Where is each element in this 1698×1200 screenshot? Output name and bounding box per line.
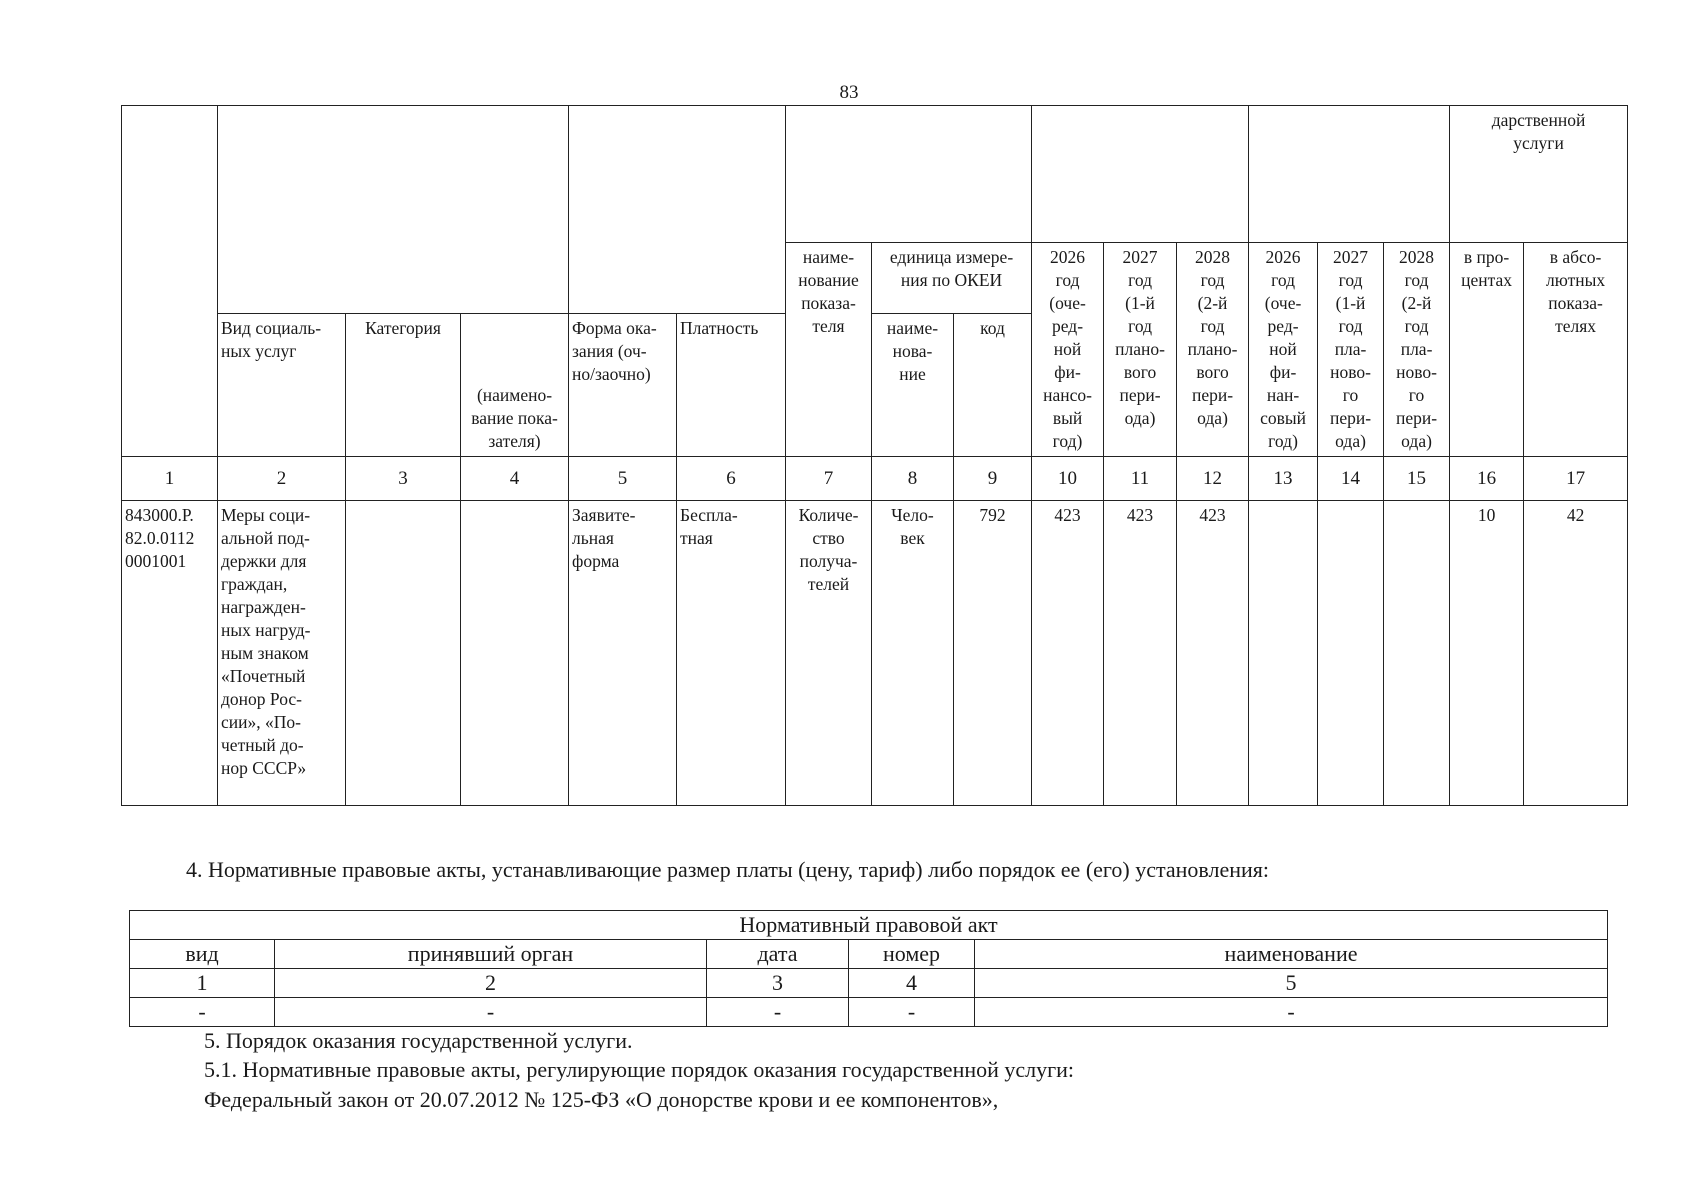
column-number: 17: [1524, 457, 1628, 501]
indicator-placeholder-value: [461, 501, 569, 806]
provision-form-value: Заявите- льная форма: [569, 501, 677, 806]
header-payment: Платность: [677, 313, 786, 456]
registry-number: 843000.Р. 82.0.0112 0001001: [122, 501, 218, 806]
legal-column-number: 3: [707, 969, 849, 998]
header-cell-content-group: [218, 106, 569, 314]
header-deviation-percent: в про- центах: [1450, 243, 1524, 457]
column-number: 8: [872, 457, 954, 501]
services-indicator-table: [121, 105, 1628, 806]
header-service-type: Вид социаль- ных услуг: [218, 313, 346, 456]
value-2026: 423: [1032, 501, 1104, 806]
header-category: Категория: [346, 313, 461, 456]
column-number: 15: [1384, 457, 1450, 501]
column-number: 14: [1318, 457, 1384, 501]
legal-table-caption: Нормативный правовой акт: [130, 911, 1608, 940]
header-cell-indicator-group: [786, 106, 1032, 243]
header-unit-code: код: [954, 313, 1032, 456]
column-number: 6: [677, 457, 786, 501]
header-deviation-absolute: в абсо- лютных показа- телях: [1524, 243, 1628, 457]
legal-header-date: дата: [707, 940, 849, 969]
column-number: 2: [218, 457, 346, 501]
legal-cell-authority: -: [275, 998, 707, 1027]
service-type-value: Меры соци- альной под- держки для граждан, награжден- ных нагруд- ным знаком «Почетный донор Рос- сии», «По- четный до- нор СССР»: [218, 501, 346, 806]
legal-header-number: номер: [849, 940, 975, 969]
column-number: 11: [1104, 457, 1177, 501]
fee-2027: [1318, 501, 1384, 806]
legal-column-number: 1: [130, 969, 275, 998]
header-unit-okei: единица измере- ния по ОКЕИ: [872, 243, 1032, 314]
legal-cell-type: -: [130, 998, 275, 1027]
legal-column-number: 4: [849, 969, 975, 998]
column-number: 4: [461, 457, 569, 501]
legal-header-authority: принявший орган: [275, 940, 707, 969]
unit-name-value: Чело- век: [872, 501, 954, 806]
legal-header-title: наименование: [975, 940, 1608, 969]
value-2028: 423: [1177, 501, 1249, 806]
fee-2028: [1384, 501, 1450, 806]
value-2027: 423: [1104, 501, 1177, 806]
legal-cell-date: -: [707, 998, 849, 1027]
header-unit-name: наиме- нова- ние: [872, 313, 954, 456]
indicator-name-value: Количе- ство получа- телей: [786, 501, 872, 806]
header-provision-form: Форма ока- зания (оч- но/заочно): [569, 313, 677, 456]
column-number: 12: [1177, 457, 1249, 501]
column-number: 10: [1032, 457, 1104, 501]
column-number: 16: [1450, 457, 1524, 501]
legal-cell-title: -: [975, 998, 1608, 1027]
federal-law-reference: Федеральный закон от 20.07.2012 № 125-ФЗ «О донорстве крови и ее компонентов»,: [204, 1087, 999, 1112]
fee-2026: [1249, 501, 1318, 806]
header-indicator-name: наиме- нование показа- теля: [786, 243, 872, 457]
column-number: 9: [954, 457, 1032, 501]
header-year-2027-fee: 2027 год (1-й год пла- ново- го пери- ода): [1318, 243, 1384, 457]
column-number: 13: [1249, 457, 1318, 501]
column-number: 7: [786, 457, 872, 501]
legal-column-number: 5: [975, 969, 1608, 998]
header-year-2028-fee: 2028 год (2-й год пла- ново- го пери- ода): [1384, 243, 1450, 457]
deviation-absolute-value: 42: [1524, 501, 1628, 806]
section-5-1-heading: 5.1. Нормативные правовые акты, регулирующие порядок оказания государственной услуги:: [204, 1057, 1075, 1082]
header-year-2027-value: 2027 год (1-й год плано- вого пери- ода): [1104, 243, 1177, 457]
header-year-2026-value: 2026 год (оче- ред- ной фи- нансо- вый год): [1032, 243, 1104, 457]
header-year-2028-value: 2028 год (2-й год плано- вого пери- ода): [1177, 243, 1249, 457]
header-indicator-placeholder: (наимено- вание пока- зателя): [461, 313, 569, 456]
header-cell-deviation-group: дарственной услуги: [1450, 106, 1628, 243]
deviation-percent-value: 10: [1450, 501, 1524, 806]
column-number: 1: [122, 457, 218, 501]
legal-acts-table: [129, 910, 1608, 1027]
header-year-2026-fee: 2026 год (оче- ред- ной фи- нан- совый год): [1249, 243, 1318, 457]
header-cell-1: [122, 106, 218, 457]
header-cell-conditions-group: [569, 106, 786, 314]
header-cell-fee-group: [1249, 106, 1450, 243]
category-value: [346, 501, 461, 806]
legal-column-number: 2: [275, 969, 707, 998]
section-4-heading: 4. Нормативные правовые акты, устанавливающие размер платы (цену, тариф) либо порядок ее (его) установления:: [186, 857, 1270, 882]
section-5-heading: 5. Порядок оказания государственной услуги.: [204, 1028, 633, 1053]
legal-cell-number: -: [849, 998, 975, 1027]
page-number: 83: [839, 82, 859, 103]
column-number: 3: [346, 457, 461, 501]
payment-value: Беспла- тная: [677, 501, 786, 806]
legal-header-type: вид: [130, 940, 275, 969]
column-number: 5: [569, 457, 677, 501]
unit-code-value: 792: [954, 501, 1032, 806]
header-cell-value-group: [1032, 106, 1249, 243]
